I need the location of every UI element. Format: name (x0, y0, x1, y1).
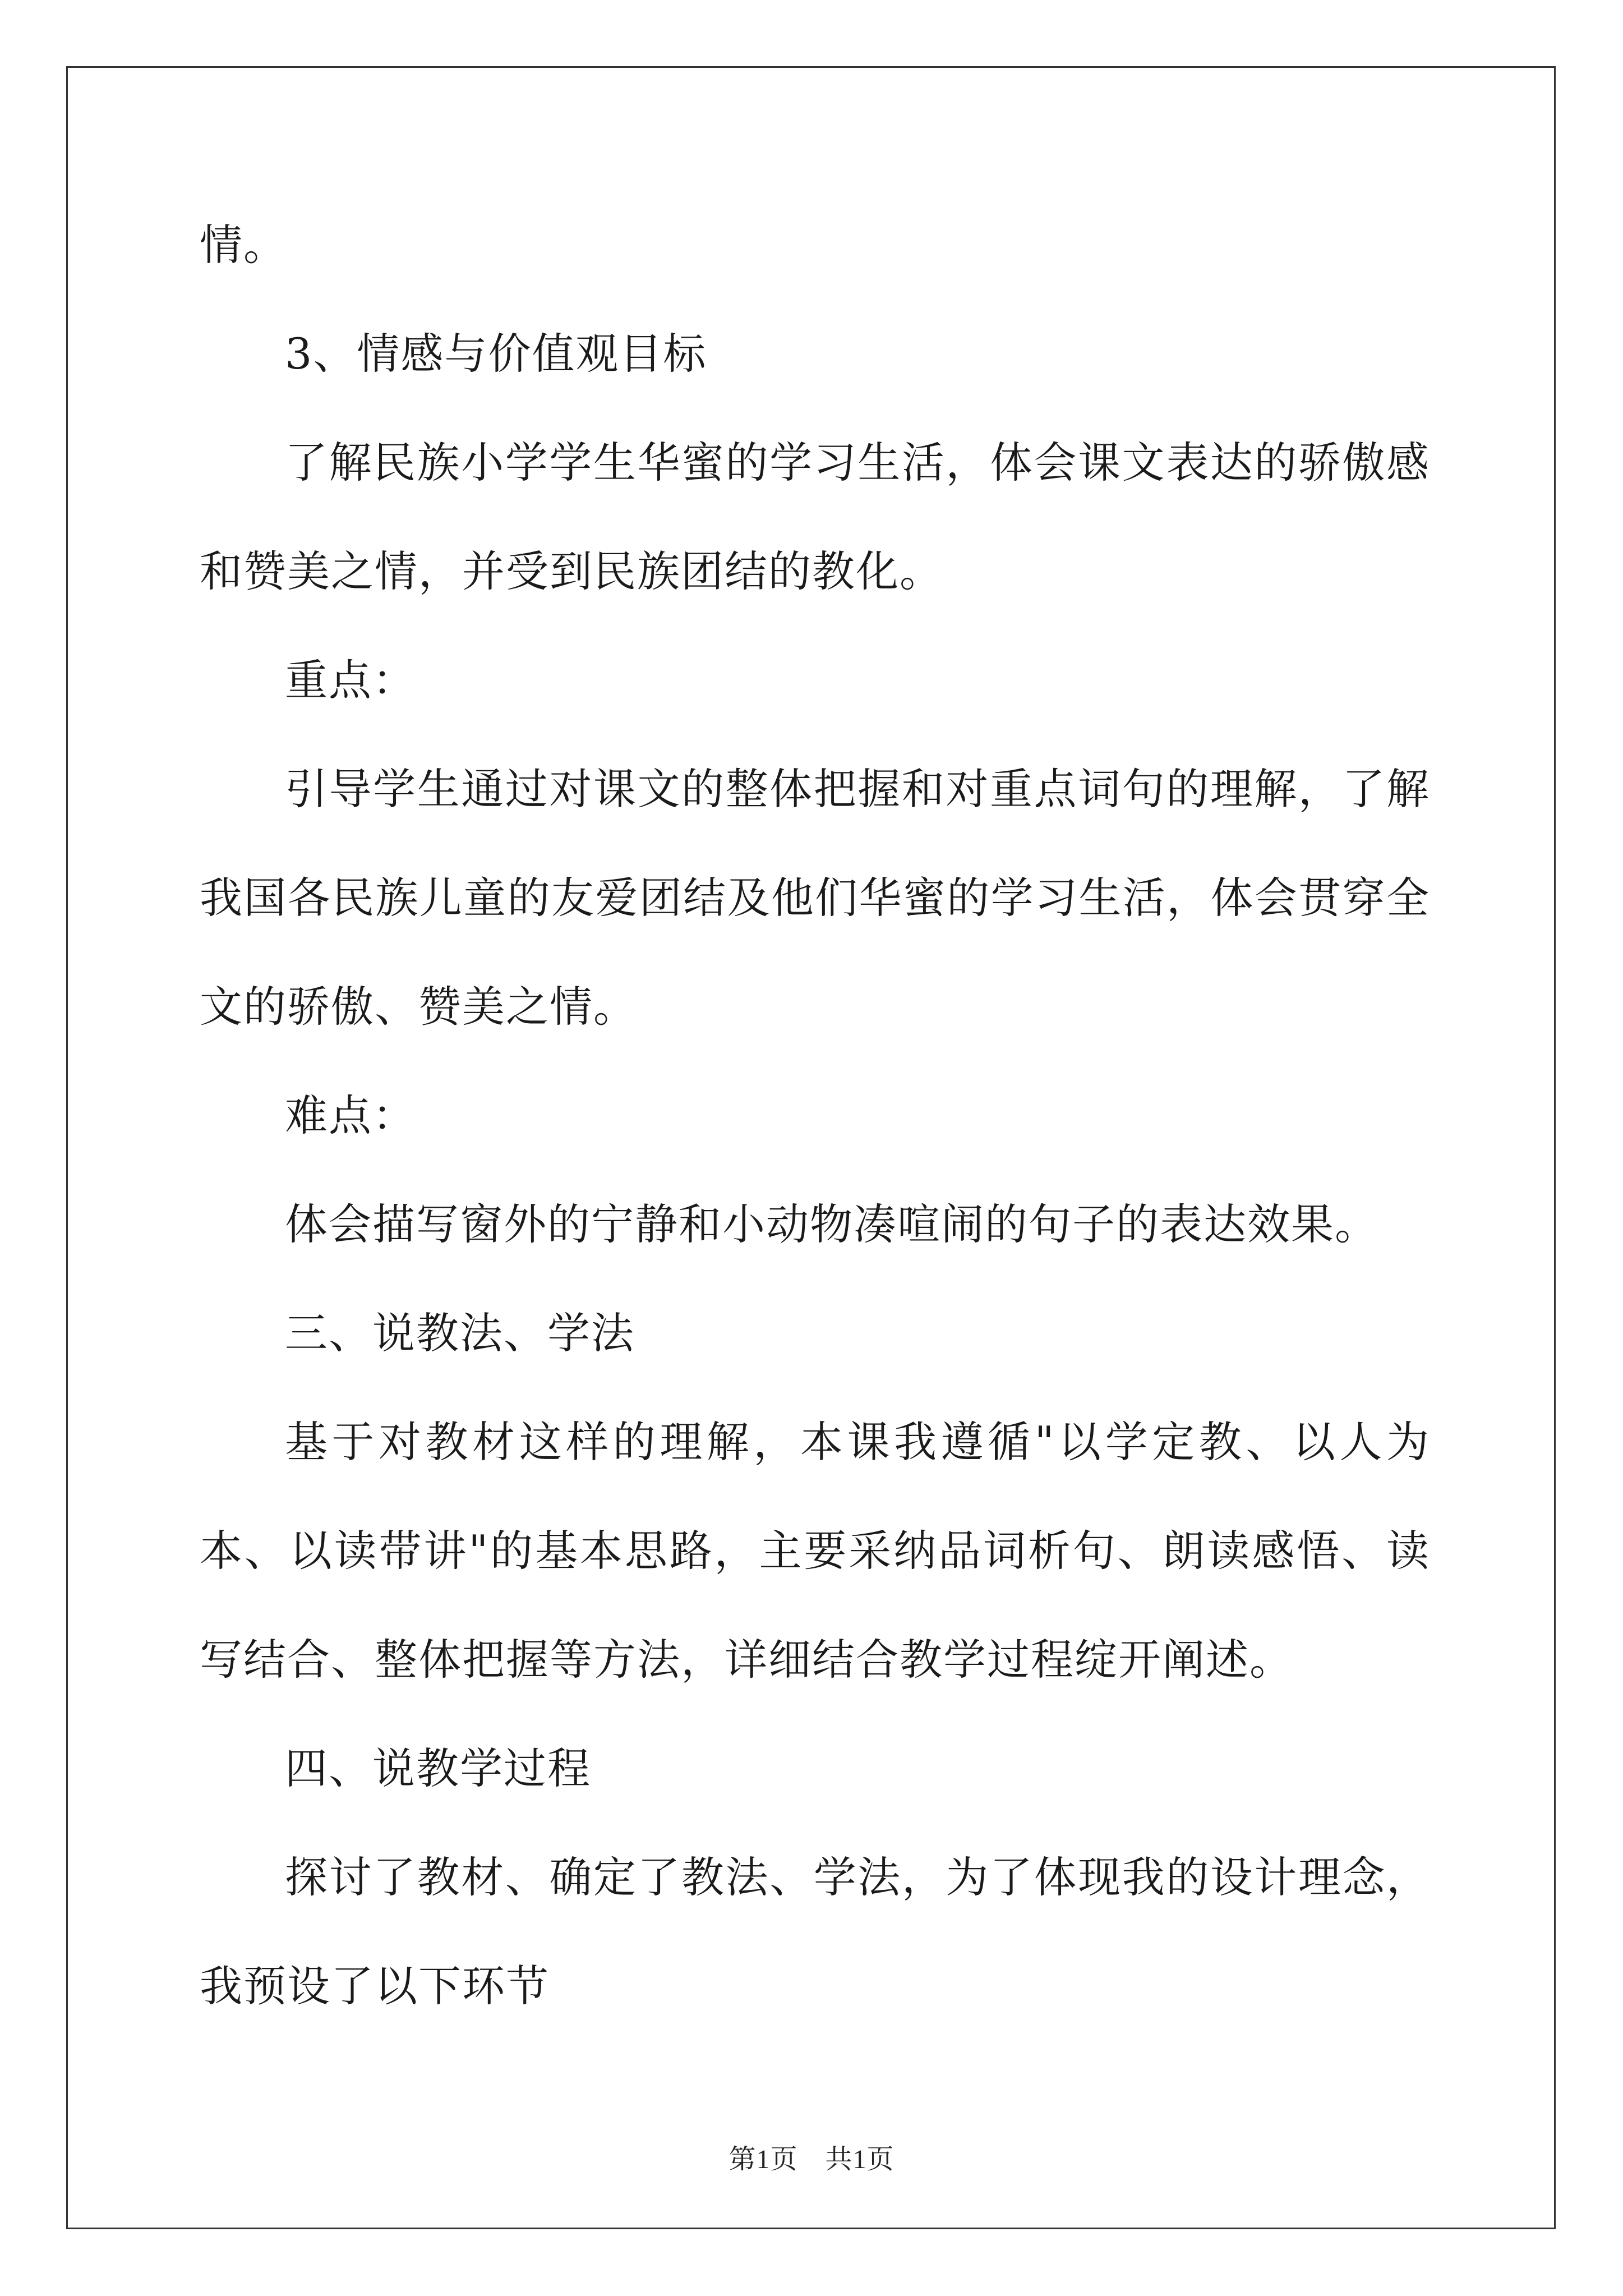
paragraph-emotion-goal: 了解民族小学学生华蜜的学习生活，体会课文表达的骄傲感和赞美之情，并受到民族团结的教化。 (200, 438, 1430, 596)
heading-key-points: 重点： (285, 655, 416, 705)
paragraph-teaching-methods: 基于对教材这样的理解，本课我遵循"以学定教、以人为本、以读带讲"的基本思路，主要采纳品词析句、朗读感悟、读写结合、整体把握等方法，详细结合教学过程绽开阐述。 (200, 1417, 1430, 1685)
paragraph-teaching-process: 探讨了教材、确定了教法、学法，为了体现我的设计理念，我预设了以下环节 (200, 1852, 1430, 2011)
paragraph-key-points: 引导学生通过对课文的整体把握和对重点词句的理解，了解我国各民族儿童的友爱团结及他们华蜜的学习生活，体会贯穿全文的骄傲、赞美之情。 (200, 764, 1430, 1032)
page-number-footer: 第1页 共1页 (728, 2145, 895, 2174)
paragraph-continuation: 情。 (200, 220, 287, 270)
heading-difficulties: 难点： (285, 1091, 416, 1140)
heading-emotion-goal: 3、情感与价值观目标 (285, 329, 707, 379)
paragraph-difficulties: 体会描写窗外的宁静和小动物凑喧闹的句子的表达效果。 (285, 1199, 1378, 1249)
document-body (200, 191, 1430, 2041)
heading-teaching-process: 四、说教学过程 (285, 1743, 591, 1793)
heading-teaching-methods: 三、说教法、学法 (285, 1308, 635, 1358)
